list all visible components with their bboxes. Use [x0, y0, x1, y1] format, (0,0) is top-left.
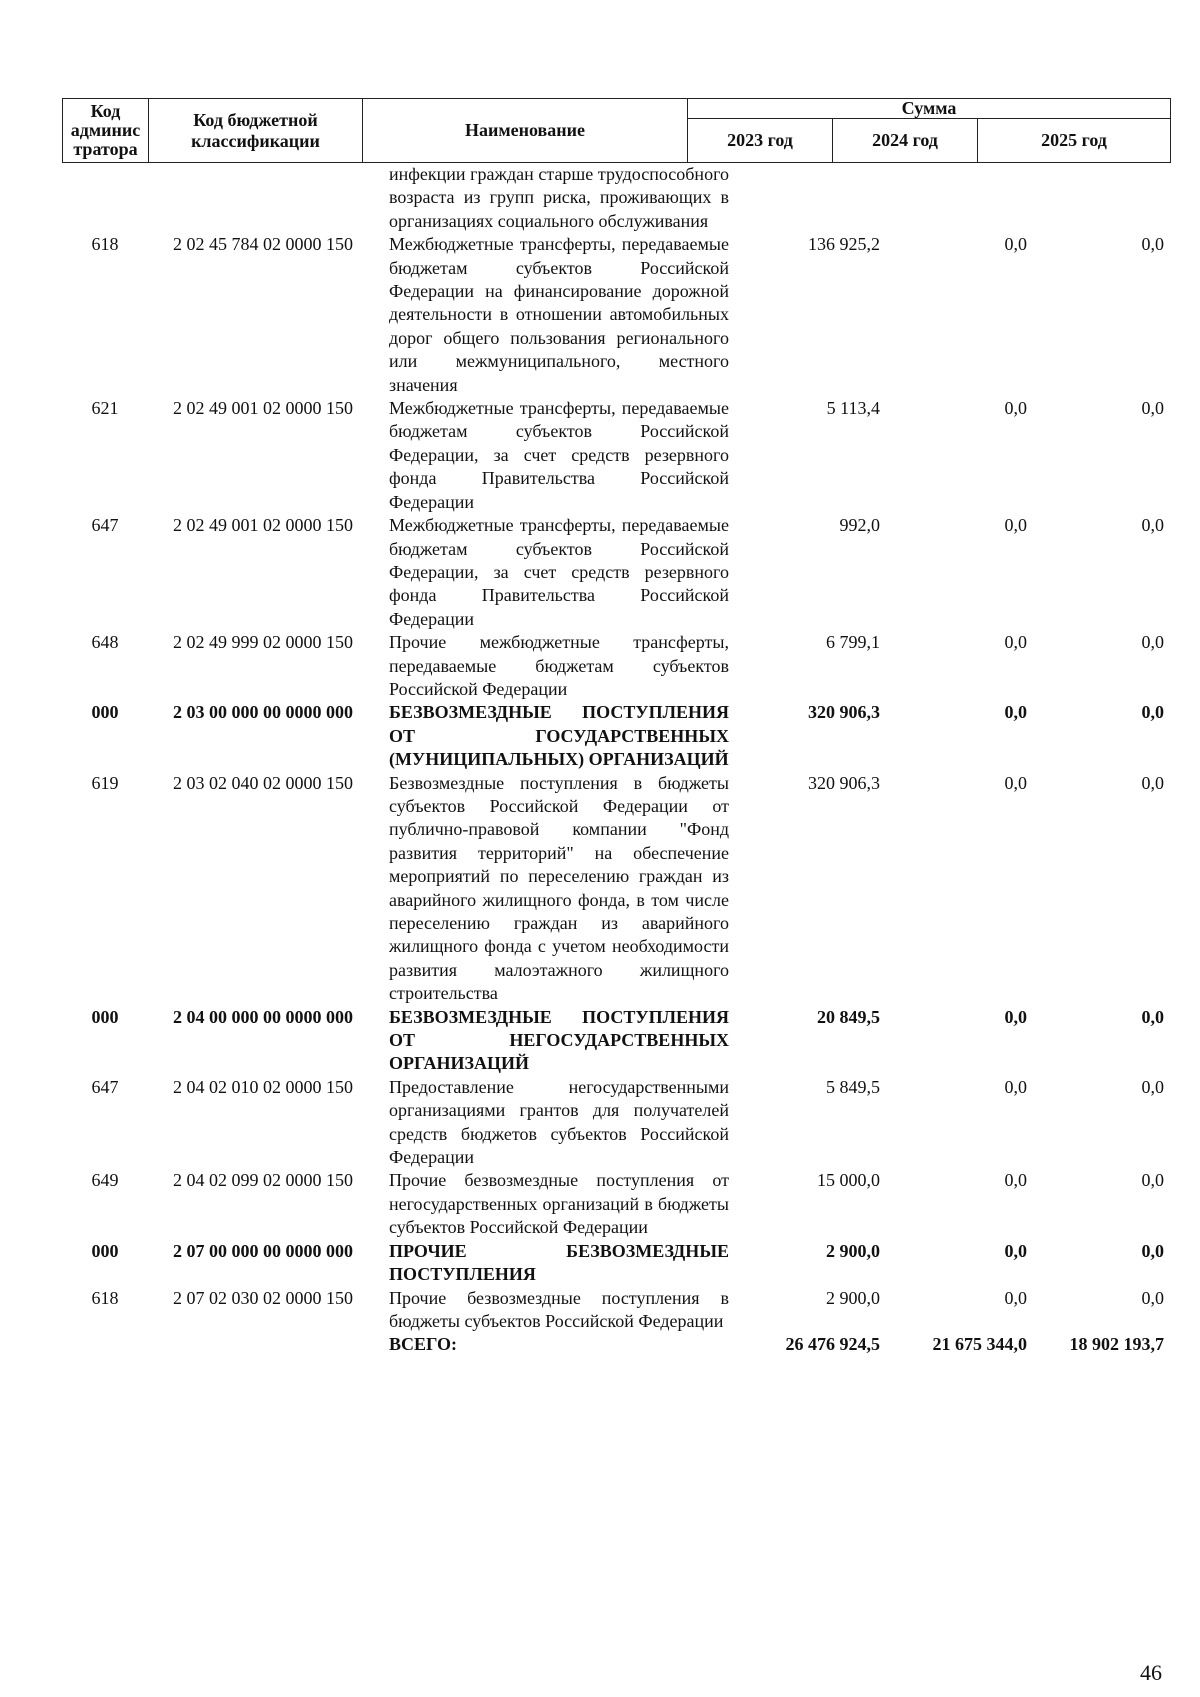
header-kbk	[149, 99, 363, 163]
cell-2025: 18 902 193,7	[1069, 1334, 1164, 1355]
table-row	[62, 631, 1170, 701]
cell-2023: 5 849,5	[826, 1076, 880, 1097]
header-kbk-line: Код бюджетной	[193, 109, 318, 130]
table-row	[62, 1240, 1170, 1287]
header-sum: Сумма	[688, 99, 1171, 119]
cell-2024: 0,0	[1004, 1170, 1027, 1191]
cell-adm: 000	[91, 1006, 119, 1027]
header-adm-line: админис	[70, 120, 141, 140]
header-adm-line: тратора	[73, 139, 138, 159]
cell-adm: 000	[91, 1240, 119, 1261]
cell-2024: 0,0	[1004, 1076, 1027, 1097]
header-year-2024: 2024 год	[833, 119, 978, 163]
cell-kbk: 2 07 02 030 02 0000 150	[173, 1287, 353, 1308]
cell-2025: 0,0	[1141, 515, 1164, 536]
cell-kbk: 2 02 49 001 02 0000 150	[173, 515, 353, 536]
cell-adm: 619	[91, 772, 119, 793]
cell-2025: 0,0	[1141, 234, 1164, 255]
cell-2023: 136 925,2	[808, 234, 880, 255]
cell-2023: 2 900,0	[826, 1240, 880, 1261]
table-row	[62, 1287, 1170, 1334]
cell-2025: 0,0	[1141, 1240, 1164, 1261]
header-year-2025: 2025 год	[978, 119, 1171, 163]
cell-2023: 26 476 924,5	[785, 1334, 880, 1355]
cell-kbk: 2 04 02 099 02 0000 150	[173, 1170, 353, 1191]
cell-2023: 320 906,3	[808, 772, 880, 793]
cell-name: Межбюджетные трансферты, передаваемые бюджетам субъектов Российской Федерации, за счет средств резервного фонда Правительства Российской Федерации	[389, 515, 729, 629]
table-row	[62, 163, 1170, 233]
cell-2025: 0,0	[1141, 1170, 1164, 1191]
table-row	[62, 1333, 1170, 1356]
header-kbk-line: классификации	[191, 130, 320, 151]
header-year-2023: 2023 год	[688, 119, 833, 163]
header-adm-line: Код	[90, 101, 121, 121]
cell-kbk: 2 07 00 000 00 0000 000	[173, 1240, 353, 1261]
cell-adm: 647	[91, 515, 119, 536]
cell-kbk: 2 03 00 000 00 0000 000	[173, 702, 353, 723]
table-row	[62, 1169, 1170, 1239]
cell-name: БЕЗВОЗМЕЗДНЫЕ ПОСТУПЛЕНИЯ ОТ НЕГОСУДАРСТВЕННЫХ ОРГАНИЗАЦИЙ	[389, 1006, 729, 1074]
budget-table	[62, 98, 1170, 1357]
page-number: 46	[1140, 1660, 1162, 1685]
table-header	[62, 98, 1171, 163]
cell-2023: 320 906,3	[808, 702, 880, 723]
cell-adm: 000	[91, 702, 119, 723]
cell-2025: 0,0	[1141, 702, 1164, 723]
cell-name: Предоставление негосударственными организациями грантов для получателей средств бюджетов субъектов Российской Федерации	[389, 1076, 729, 1168]
cell-2023: 6 799,1	[826, 632, 880, 653]
cell-name: инфекции граждан старше трудоспособного возраста из групп риска, проживающих в организациях социального обслуживания	[389, 164, 729, 231]
cell-kbk: 2 02 49 001 02 0000 150	[173, 398, 353, 419]
cell-kbk: 2 03 02 040 02 0000 150	[173, 772, 353, 793]
cell-name: ВСЕГО:	[389, 1334, 458, 1355]
table-row	[62, 514, 1170, 631]
cell-name: Прочие межбюджетные трансферты, передаваемые бюджетам субъектов Российской Федерации	[389, 632, 729, 699]
cell-2025: 0,0	[1141, 1006, 1164, 1027]
cell-kbk: 2 04 00 000 00 0000 000	[173, 1006, 353, 1027]
table-row	[62, 701, 1170, 771]
cell-adm: 648	[91, 632, 119, 653]
cell-name: Прочие безвозмездные поступления от негосударственных организаций в бюджеты субъектов Российской Федерации	[389, 1170, 729, 1238]
cell-2024: 0,0	[1004, 632, 1027, 653]
cell-name: Прочие безвозмездные поступления в бюджеты субъектов Российской Федерации	[389, 1287, 729, 1331]
cell-2025: 0,0	[1141, 1076, 1164, 1097]
cell-name: ПРОЧИЕ БЕЗВОЗМЕЗДНЫЕ ПОСТУПЛЕНИЯ	[389, 1240, 729, 1285]
header-adm	[63, 99, 149, 163]
table-row	[62, 233, 1170, 397]
table-row	[62, 1006, 1170, 1076]
cell-kbk: 2 04 02 010 02 0000 150	[173, 1076, 353, 1097]
cell-2023: 5 113,4	[826, 398, 880, 419]
cell-2023: 992,0	[839, 515, 880, 536]
cell-adm: 647	[91, 1076, 119, 1097]
cell-adm: 649	[91, 1170, 119, 1191]
cell-adm: 621	[91, 398, 119, 419]
cell-name: БЕЗВОЗМЕЗДНЫЕ ПОСТУПЛЕНИЯ ОТ ГОСУДАРСТВЕННЫХ (МУНИЦИПАЛЬНЫХ) ОРГАНИЗАЦИЙ	[389, 702, 729, 770]
table-body	[62, 163, 1170, 1357]
cell-adm: 618	[91, 234, 119, 255]
cell-2024: 0,0	[1004, 1240, 1027, 1261]
table-row	[62, 1076, 1170, 1170]
cell-name: Межбюджетные трансферты, передаваемые бюджетам субъектов Российской Федерации, за счет средств резервного фонда Правительства Российской Федерации	[389, 398, 729, 512]
cell-2025: 0,0	[1141, 772, 1164, 793]
cell-2024: 0,0	[1004, 1287, 1027, 1308]
cell-kbk: 2 02 49 999 02 0000 150	[173, 632, 353, 653]
cell-2025: 0,0	[1141, 632, 1164, 653]
cell-2024: 21 675 344,0	[932, 1334, 1027, 1355]
header-name: Наименование	[363, 99, 688, 163]
cell-2024: 0,0	[1004, 234, 1027, 255]
table-row	[62, 397, 1170, 514]
cell-2024: 0,0	[1004, 398, 1027, 419]
cell-2023: 2 900,0	[826, 1287, 880, 1308]
cell-kbk: 2 02 45 784 02 0000 150	[173, 234, 353, 255]
cell-2024: 0,0	[1004, 1006, 1027, 1027]
cell-2024: 0,0	[1004, 772, 1027, 793]
cell-2023: 20 849,5	[817, 1006, 880, 1027]
cell-name: Межбюджетные трансферты, передаваемые бюджетам субъектов Российской Федерации на финансирование дорожной деятельности в отношении автомобильных дорог общего пользования регионального или межмуниципального, местного значения	[389, 234, 729, 395]
cell-name: Безвозмездные поступления в бюджеты субъектов Российской Федерации от публично-правовой компании "Фонд развития территорий" на обеспечение мероприятий по переселению граждан из аварийного жилищного фонда, в том числе переселению граждан из аварийного жилищного фонда с учетом необходимости развития малоэтажного жилищного строительства	[389, 772, 729, 1004]
cell-2024: 0,0	[1004, 702, 1027, 723]
cell-2024: 0,0	[1004, 515, 1027, 536]
cell-2023: 15 000,0	[817, 1170, 880, 1191]
table-row	[62, 772, 1170, 1006]
cell-2025: 0,0	[1141, 398, 1164, 419]
cell-adm: 618	[91, 1287, 119, 1308]
cell-2025: 0,0	[1141, 1287, 1164, 1308]
